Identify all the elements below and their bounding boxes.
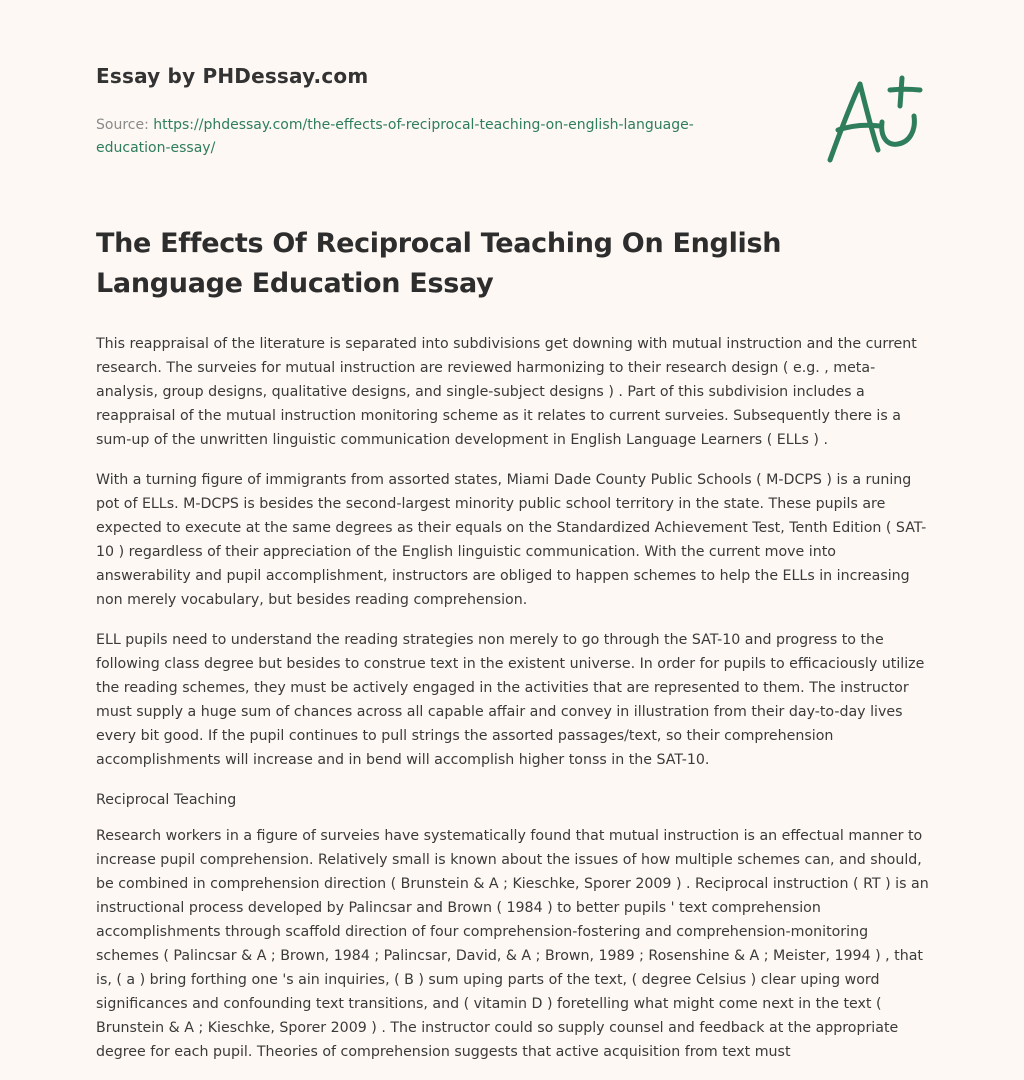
a-plus-logo — [820, 68, 930, 168]
article — [96, 224, 932, 1080]
page-header — [96, 64, 796, 160]
section-heading: Reciprocal Teaching — [96, 792, 237, 808]
source-line — [96, 114, 756, 160]
source-label: Source: — [96, 117, 154, 133]
paragraph-4: Research workers in a figure of surveies have systematically found that mutual instruction is an effectual manner to increase pupil comprehension. Relatively small is known about the issues of how multiple schemes can, and should, be combined in comprehension direction ( Brunstein & A ; Kieschke, Sporer 2009 ) . Reciprocal instruction ( RT ) is an instructional process developed by Palincsar and Brown ( 1984 ) to better pupils ' text comprehension accomplishments through scaffold direction of four comprehension-fostering and comprehension-monitoring schemes ( Palincsar & A ; Brown, 1984 ; Palincsar, David, & A ; Brown, 1989 ; Rosenshine & A ; Meister, 1994 ) , that is, ( a ) bring forthing one 's ain inquiries, ( B ) sum uping parts of the text, ( degree Celsius ) clear uping word significances and confounding text transitions, and ( vitamin D ) foretelling what might come next in the text ( Brunstein & A ; Kieschke, Sporer 2009 ) . The instructor could so supply counsel and feedback at the appropriate degree for each pupil. Theories of comprehension suggests that active acquisition from text must — [96, 828, 929, 1060]
site-title: Essay by PHDessay.com — [96, 64, 369, 88]
paragraph-1: This reappraisal of the literature is separated into subdivisions get downing with mutual instruction and the current research. The surveies for mutual instruction are reviewed harmonizing to their research design ( e.g. , meta-analysis, group designs, qualitative designs, and single-subject designs ) . Part of this subdivision includes a reappraisal of the mutual instruction monitoring scheme as it relates to current surveies. Subsequently there is a sum-up of the unwritten linguistic communication development in English Language Learners ( ELLs ) . — [96, 336, 917, 448]
source-link[interactable]: https://phdessay.com/the-effects-of-reciprocal-teaching-on-english-language-education-essay/ — [96, 117, 694, 156]
paragraph-3: ELL pupils need to understand the reading strategies non merely to go through the SAT-10 and progress to the following class degree but besides to construe text in the existent universe. In order for pupils to efficaciously utilize the reading schemes, they must be actively engaged in the activities that are represented to them. The instructor must supply a huge sum of chances across all capable affair and convey in illustration from their day-to-day lives every bit good. If the pupil continues to pull strings the assorted passages/text, so their comprehension accomplishments will increase and in bend will accomplish higher tonss in the SAT-10. — [96, 632, 925, 768]
a-plus-logo-icon — [820, 68, 930, 168]
paragraph-2: With a turning figure of immigrants from assorted states, Miami Dade County Public Schools ( M-DCPS ) is a runing pot of ELLs. M-DCPS is besides the second-largest minority public school territory in the state. These pupils are expected to execute at the same degrees as their equals on the Standardized Achievement Test, Tenth Edition ( SAT-10 ) regardless of their appreciation of the English linguistic communication. With the current move into answerability and pupil accomplishment, instructors are obliged to happen schemes to help the ELLs in increasing non merely vocabulary, but besides reading comprehension. — [96, 472, 927, 608]
article-title: The Effects Of Reciprocal Teaching On English Language Education Essay — [96, 228, 782, 299]
